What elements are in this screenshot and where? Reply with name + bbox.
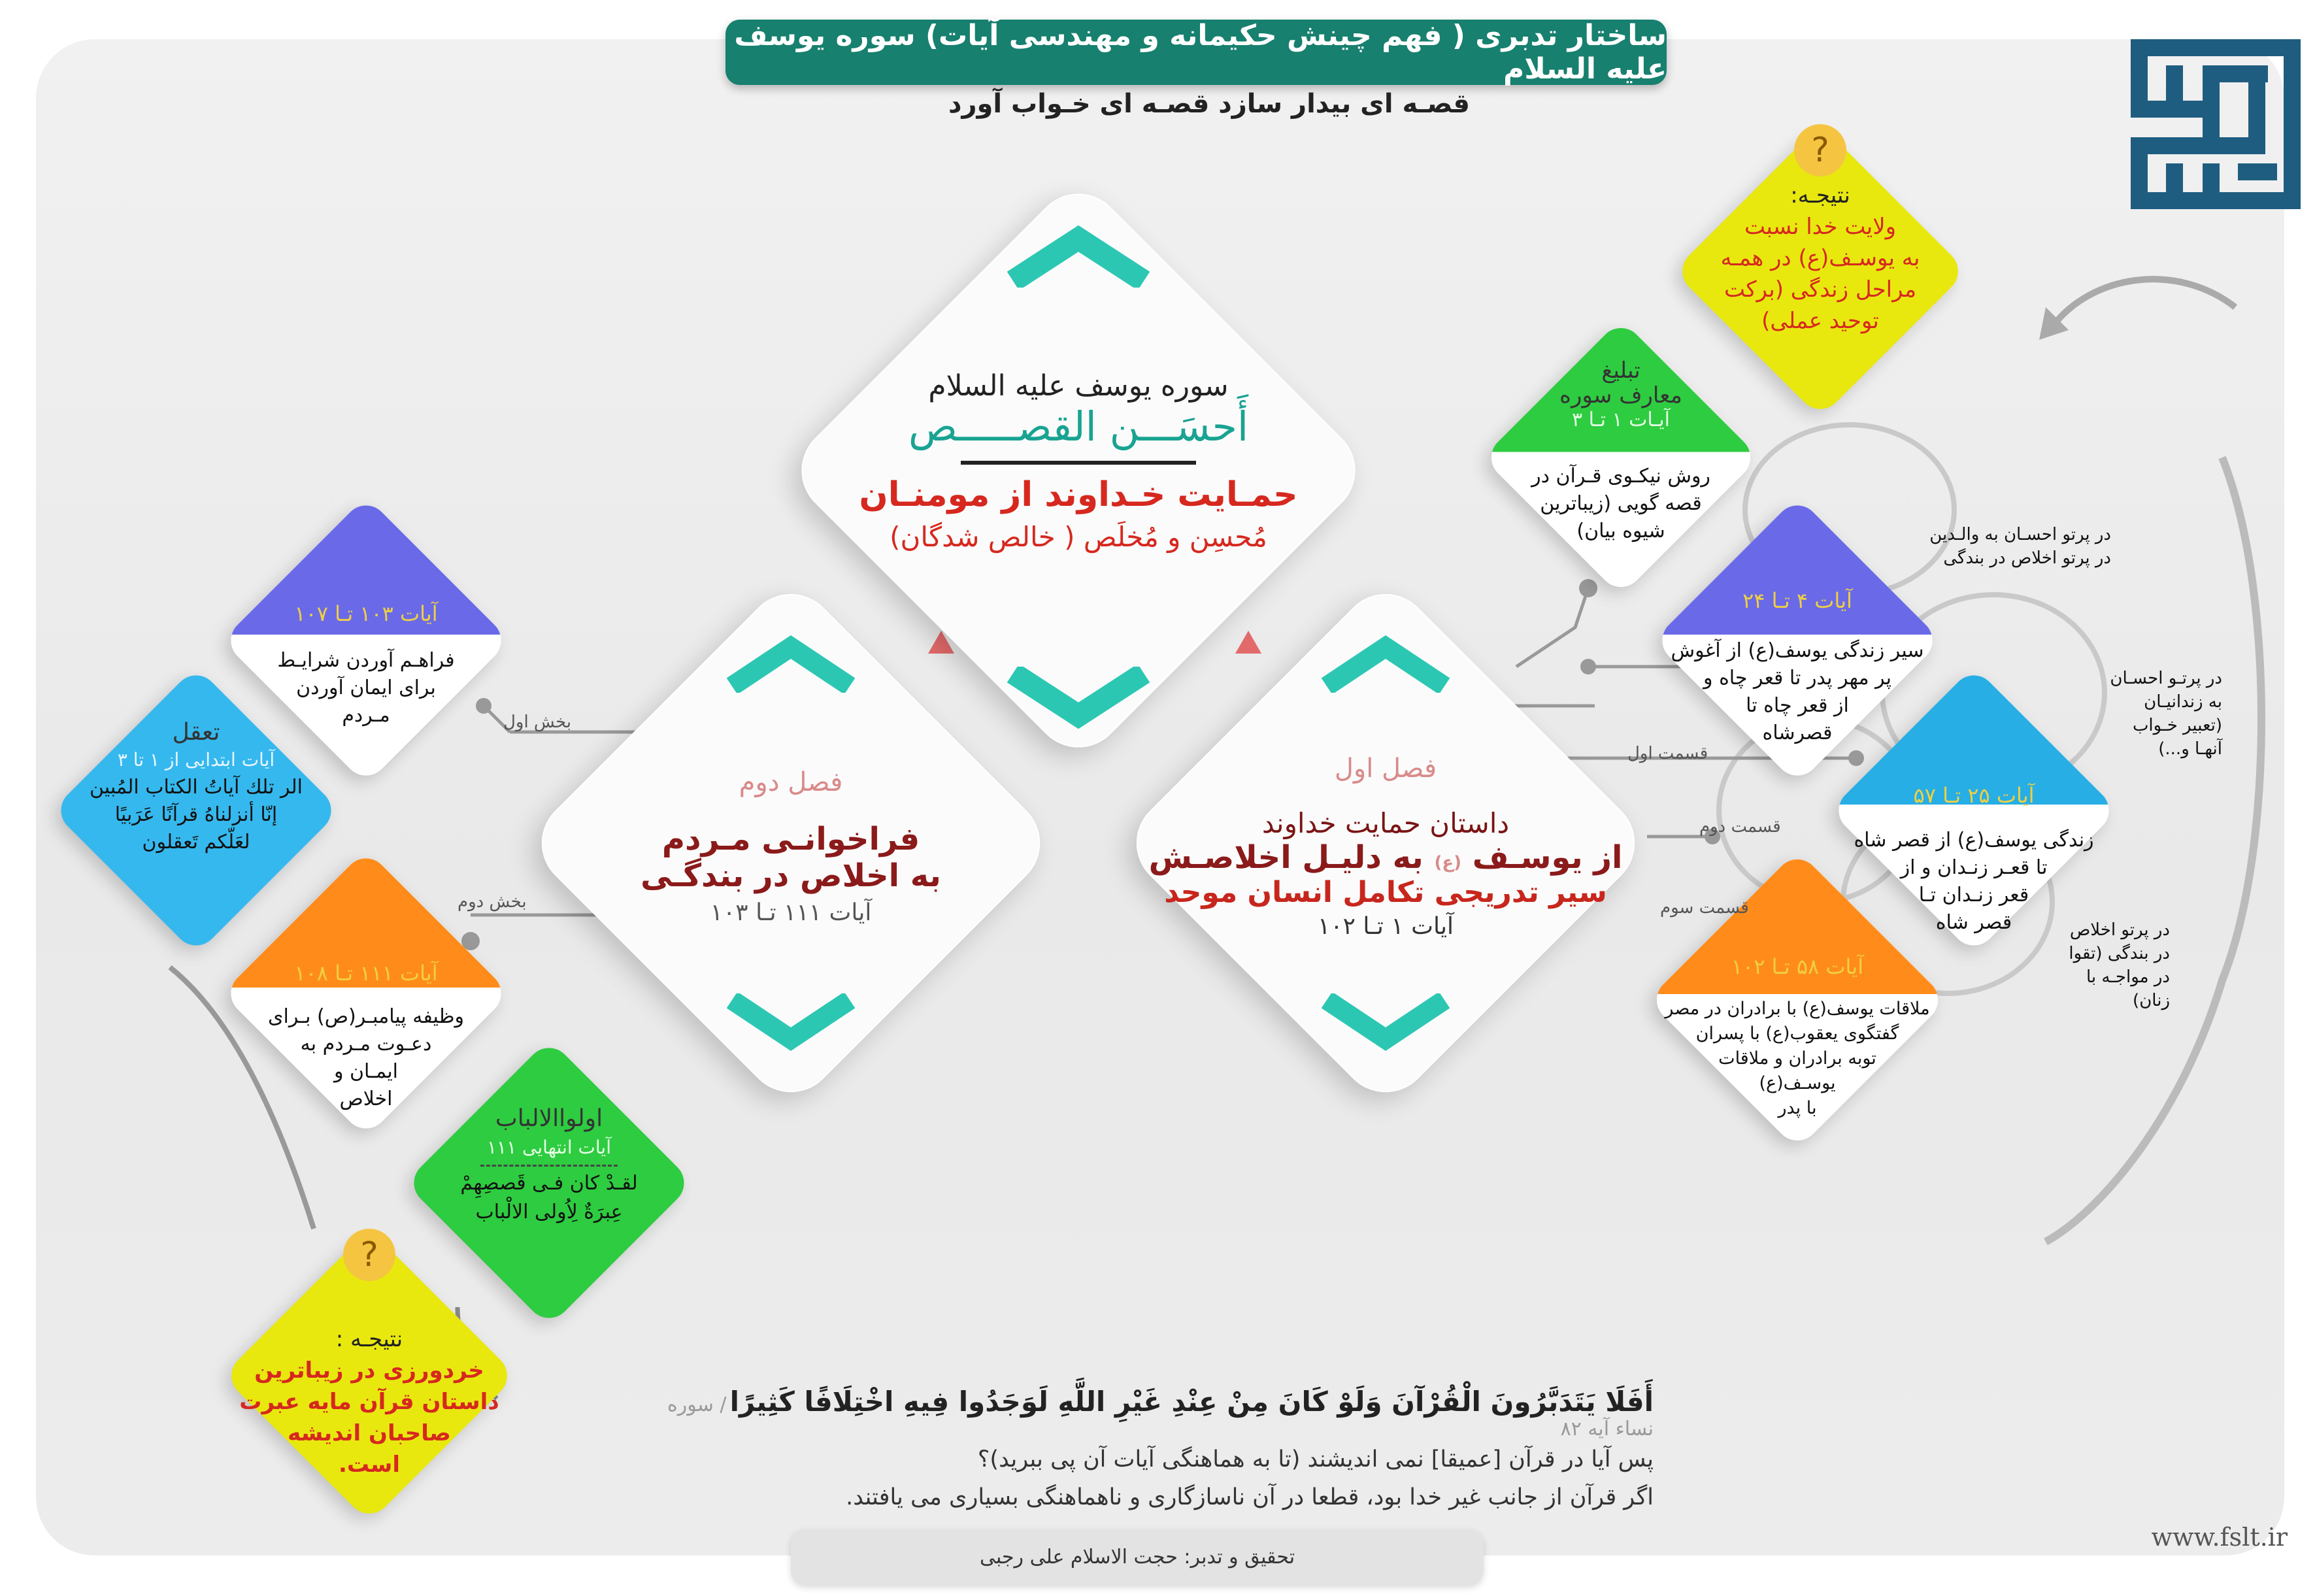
taaqol-l1: الر تلك آياتُ الكتاب المُبين [89, 776, 303, 799]
season1-line1: داستان حمایت خداوند [1261, 806, 1510, 839]
season1-line2a: از یوسـف [1472, 839, 1623, 876]
side-note-3b: در بندگی (تقوا [2069, 944, 2170, 963]
side-note-3c: در مواجـه با زنان) [2086, 967, 2170, 1010]
part2-l3: قعر زنـدان تـا [1918, 884, 2029, 906]
thinking-face-icon: ? [1794, 124, 1846, 176]
label-part3: قسمت سوم [1660, 898, 1749, 918]
result-left-box [222, 1229, 516, 1523]
tabligh-l2: قصه گویی (زیباترین [1540, 492, 1702, 515]
sec2-title: آیات ۱۱۱ تـا ۱۰۸ [294, 961, 438, 986]
season1-title: فصل اول [1334, 753, 1437, 784]
website-link[interactable]: www.fslt.ir [2151, 1523, 2288, 1552]
taaqol-l2: إنّا أنزلناهُ قرآنًا عَرَبيًا [114, 803, 278, 826]
part1-l2: پر مهر پدر تا قعر چاه و [1703, 667, 1891, 690]
part2-l2: تا قعـر زنـدان و از [1900, 856, 2048, 879]
side-note-3 [2052, 918, 2170, 1012]
side-note-2d: آنهـا و...) [2158, 739, 2222, 759]
verse-fa2: اگر قرآن از جانب غیر خدا بود، قطعا در آن ناسازگاری و ناهماهنگی بسیاری می یافتند. [846, 1484, 1654, 1510]
sec1-l3: مـردم [342, 704, 390, 727]
result-left-l2: داستان قرآن مایه عبرت [239, 1389, 499, 1415]
season2-line1: فراخوانـی مـردم [661, 820, 920, 857]
ululalbab-l2: عِبرَةٌ لِاُولی الالْباب [475, 1201, 623, 1223]
part1-title: آیات ۴ تـا ۲۴ [1742, 588, 1852, 613]
season2-verses: آیات ۱۱۱ تـا ۱۰۳ [710, 899, 872, 926]
part2-l4: قصر شاه [1935, 911, 2012, 934]
result-right-box [1673, 124, 1967, 418]
season1-line2b: (ع) [1434, 852, 1462, 873]
sec1-l1: فراهـم آوردن شرایـط [277, 649, 455, 672]
verse-arabic: أَفَلَا يَتَدَبَّرُونَ الْقُرْآنَ وَلَوْ كَانَ مِنْ عِنْدِ غَيْرِ اللَّهِ لَوَجَدُوا فِيهِ اخْتِلَافًا كَثِيرًا [729, 1386, 1654, 1418]
chevron-down-icon [1314, 993, 1457, 1052]
part3-l5: با پدر [1778, 1098, 1817, 1118]
season1-line3: سیر تدریجی تکامل انسان موحد [1164, 875, 1607, 909]
chevron-up-icon [1000, 222, 1157, 288]
part2-title: آیات ۲۵ تـا ۵۷ [1913, 783, 2035, 808]
season1-line2c: به دلیـل اخلاصـش [1148, 839, 1424, 876]
sec2-l2: دعـوت مـردم به [300, 1033, 432, 1056]
thinking-face-icon: ? [343, 1229, 395, 1281]
season2-title: فصل دوم [739, 767, 843, 797]
sec1-title: آیات ۱۰۳ تـا ۱۰۷ [294, 601, 438, 626]
season2-line2: به اخلاص در بندگـی [641, 857, 941, 894]
part3-l2: گفتگوی یعقوب(ع) با پسران [1695, 1023, 1899, 1044]
center-mohsen: مُحسِن و مُخلَص ( خالص شدگان) [890, 520, 1267, 553]
part2-l1: زندگی یوسف(ع) از قصر شاه [1854, 829, 2094, 852]
center-ahsan: أَحسَـــن القصـــــص [908, 402, 1249, 450]
sec1-l2: برای ایمان آوردن [296, 676, 436, 699]
verse-fa1: پس آیا در قرآن [عمیقا] نمی اندیشند (تا به هماهنگی آیات آن پی ببرید)؟ [977, 1446, 1654, 1472]
center-divider [961, 461, 1196, 465]
part1-l1: سیر زندگی یوسف(ع) از آغوش [1671, 639, 1924, 662]
sec2-l3: ایمـان و [333, 1060, 398, 1083]
side-note-1b: در پرتو اخلاص در بندگی [1943, 548, 2111, 568]
taaqol-l3: لعَلّكم تَعقلون [142, 831, 250, 854]
part3-title: آیات ۵۸ تـا ۱۰۲ [1731, 954, 1864, 979]
sec2-l1: وظیفه پیامبـر(ص) بـرای [268, 1005, 464, 1028]
season1-diamond [1105, 562, 1667, 1124]
tabligh-title1: تبلیغ [1601, 357, 1640, 384]
tabligh-title2: معارف سوره [1559, 382, 1682, 408]
result-right-title: نتیجـه: [1790, 182, 1850, 208]
verse-ref: / سوره نساء آیه ۸۲ [667, 1393, 1654, 1440]
result-right-l3: مراحل زندگی (برکت [1724, 276, 1917, 303]
result-right-l2: به یوسـف(ع) در همـه [1720, 245, 1920, 271]
tabligh-l3: شیوه بیان) [1576, 520, 1665, 542]
season1-verses: آیات ۱ تـا ۱۰۲ [1317, 912, 1454, 940]
side-note-3a: در پرتو اخلاص [2069, 920, 2170, 940]
part3-l1: ملاقات یوسف(ع) با برادران در مصر [1665, 999, 1930, 1019]
side-note-1 [1889, 523, 2111, 570]
result-left-l3: صاحبان اندیشه [288, 1420, 451, 1446]
subtitle: قصـه ای بیدار سازد قصـه ای خـواب آورد [948, 89, 1470, 119]
side-note-2c: (تعبیر خـواب [2132, 716, 2222, 735]
ululalbab-title2: آیات انتهایی ۱۱۱ [487, 1137, 611, 1158]
side-note-1a: در پرتو احسـان به والـدین [1929, 525, 2111, 544]
sec2-l4: اخلاص [339, 1088, 393, 1110]
part1-l4: قصرشاه [1762, 722, 1833, 744]
side-note-2a: در پرتـو احسـان [2110, 669, 2222, 688]
chevron-down-icon [719, 993, 863, 1052]
footer-credit-bar [791, 1529, 1484, 1585]
result-left-l4: است. [339, 1452, 400, 1478]
part3-l3: توبه برادران و ملاقات [1718, 1048, 1876, 1069]
result-left-l1: خردورزی در زیباترین [254, 1357, 484, 1384]
ululalbab-title1: اولواالالباب [495, 1105, 603, 1132]
label-part1: قسمت اول [1627, 744, 1708, 763]
result-right-l1: ولایت خدا نسبت [1744, 214, 1897, 240]
footer-credit: تحقیق و تدبر: حجت الاسلام علی رجبی [979, 1546, 1295, 1569]
result-left-title: نتیجـه : [335, 1326, 403, 1352]
center-support: حمـایت خـداوند از مومنـان [859, 474, 1298, 514]
side-note-2b: به زندانیـان [2144, 692, 2222, 712]
taaqol-title1: تعقل [172, 719, 220, 746]
header-banner [725, 20, 1667, 85]
label-part2: قسمت دوم [1699, 817, 1781, 837]
ululalbab-divider [480, 1165, 618, 1167]
center-title: سوره یوسف علیه السلام [928, 369, 1229, 403]
tabligh-l1: روش نیکـوی قـرآن در [1531, 465, 1710, 488]
side-note-2 [2105, 667, 2222, 761]
part3-l4: یوسـف(ع) [1759, 1073, 1836, 1093]
part1-l3: از قعر چاه تا [1746, 694, 1849, 717]
chevron-up-icon [719, 634, 863, 693]
taaqol-title2: آیات ابتدایی از ۱ تا ۳ [117, 749, 275, 771]
chevron-up-icon [1314, 634, 1457, 693]
part3-box [1647, 850, 1948, 1150]
quran-verse [654, 1386, 1654, 1510]
tabligh-title3: آیـات ۱ تـا ۳ [1571, 408, 1670, 431]
label-sec1: بخش اول [503, 712, 572, 732]
result-right-l4: توحید عملی) [1761, 308, 1879, 334]
season1-line2 [1149, 839, 1623, 876]
label-sec2: بخش دوم [458, 892, 527, 912]
header-title: ساختار تدبری ( فهم چینش حکیمانه و مهندسی آیات) سوره یوسف علیه السلام [734, 19, 1667, 86]
ululalbab-l1: لقـدْ کان فـی قَصصِهِمْ [460, 1172, 638, 1195]
calligraphy-logo [2118, 26, 2314, 222]
